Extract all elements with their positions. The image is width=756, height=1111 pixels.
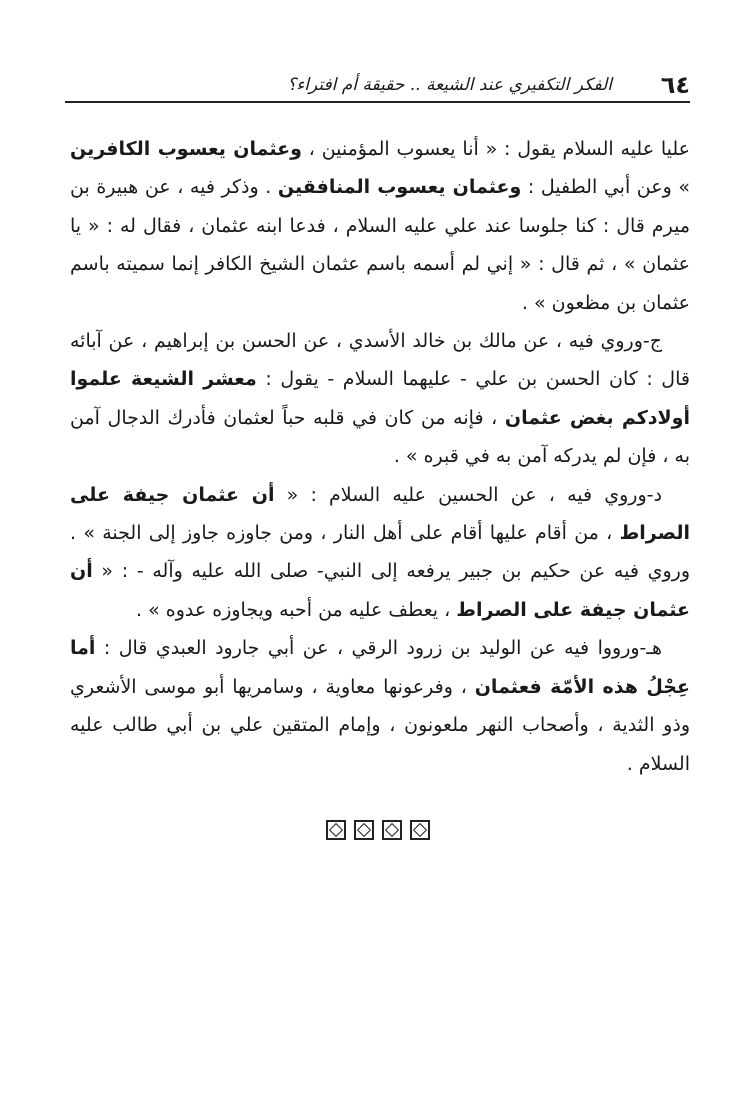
bold-text-run: معشر الشيعة علموا أولادكم بغض عثمان <box>70 368 690 429</box>
bold-text-run: أن عثمان جيفة على الصراط <box>70 560 690 621</box>
paragraph <box>70 322 690 476</box>
body-text <box>70 130 690 783</box>
paragraph <box>70 476 690 630</box>
text-run: عليا عليه السلام يقول : « أنا يعسوب المؤمنين ، <box>301 138 690 160</box>
bold-text-run: وعثمان يعسوب الكافرين <box>70 138 302 160</box>
ornament-icon <box>354 820 374 840</box>
header-divider <box>65 101 690 103</box>
bold-text-run: أن عثمان جيفة على الصراط <box>70 483 690 545</box>
paragraph <box>70 130 690 322</box>
text-run: . وذكر فيه ، عن هبيرة بن ميرم قال : كنا جلوسا عند علي عليه السلام ، فدعا ابنه عثمان ، فقال له : « يا عثمان » ، ثم قال : « إني لم أسمه باسم عثمان الشيخ الكافر إنما سميته باسم عثمان بن مظعون » . <box>70 176 690 314</box>
running-title: الفكر التكفيري عند الشيعة .. حقيقة أم افتراء؟ <box>287 75 612 95</box>
ornament-icon <box>410 820 430 840</box>
ornament-icon <box>382 820 402 840</box>
bold-text-run: وعثمان يعسوب المنافقين <box>277 176 522 199</box>
ornament-icon <box>326 820 346 840</box>
text-run: ج-وروي فيه ، عن مالك بن خالد الأسدي ، عن الحسن بن إبراهيم ، عن آبائه قال : كان الحسن بن علي - عليهما السلام - يقول : <box>70 330 690 391</box>
text-run: ، فإنه من كان في قلبه حباً لعثمان فأدرك الدجال آمن به ، فإن لم يدركه آمن به في قبره » . <box>70 406 690 468</box>
text-run: ، وفرعونها معاوية ، وسامريها أبو موسى الأشعري وذو الثدية ، وأصحاب النهر ملعونون ، وإمام المتقين علي بن أبي طالب عليه السلام . <box>70 675 690 775</box>
page-number: ٦٤ <box>660 71 690 99</box>
text-run: » وعن أبي الطفيل : <box>521 176 690 199</box>
text-run: ، يعطف عليه من أحبه ويجاوزه عدوه » . <box>136 598 457 621</box>
text-run: د-وروي فيه ، عن الحسين عليه السلام : « <box>274 483 662 506</box>
bold-text-run: أما عِجْلُ هذه الأمّة فعثمان <box>70 637 690 698</box>
text-run: ، من أقام عليها أقام على أهل النار ، ومن جاوزه جاوز إلى الجنة » . وروي فيه عن حكيم بن جبير يرفعه إلى النبي- صلى الله عليه وآله - : « <box>70 522 690 583</box>
paragraph <box>70 629 690 783</box>
text-run: هـ-ورووا فيه عن الوليد بن زرود الرقي ، عن أبي جارود العبدي قال : <box>95 637 662 660</box>
page-header <box>65 68 690 104</box>
section-end-ornaments <box>318 820 438 844</box>
